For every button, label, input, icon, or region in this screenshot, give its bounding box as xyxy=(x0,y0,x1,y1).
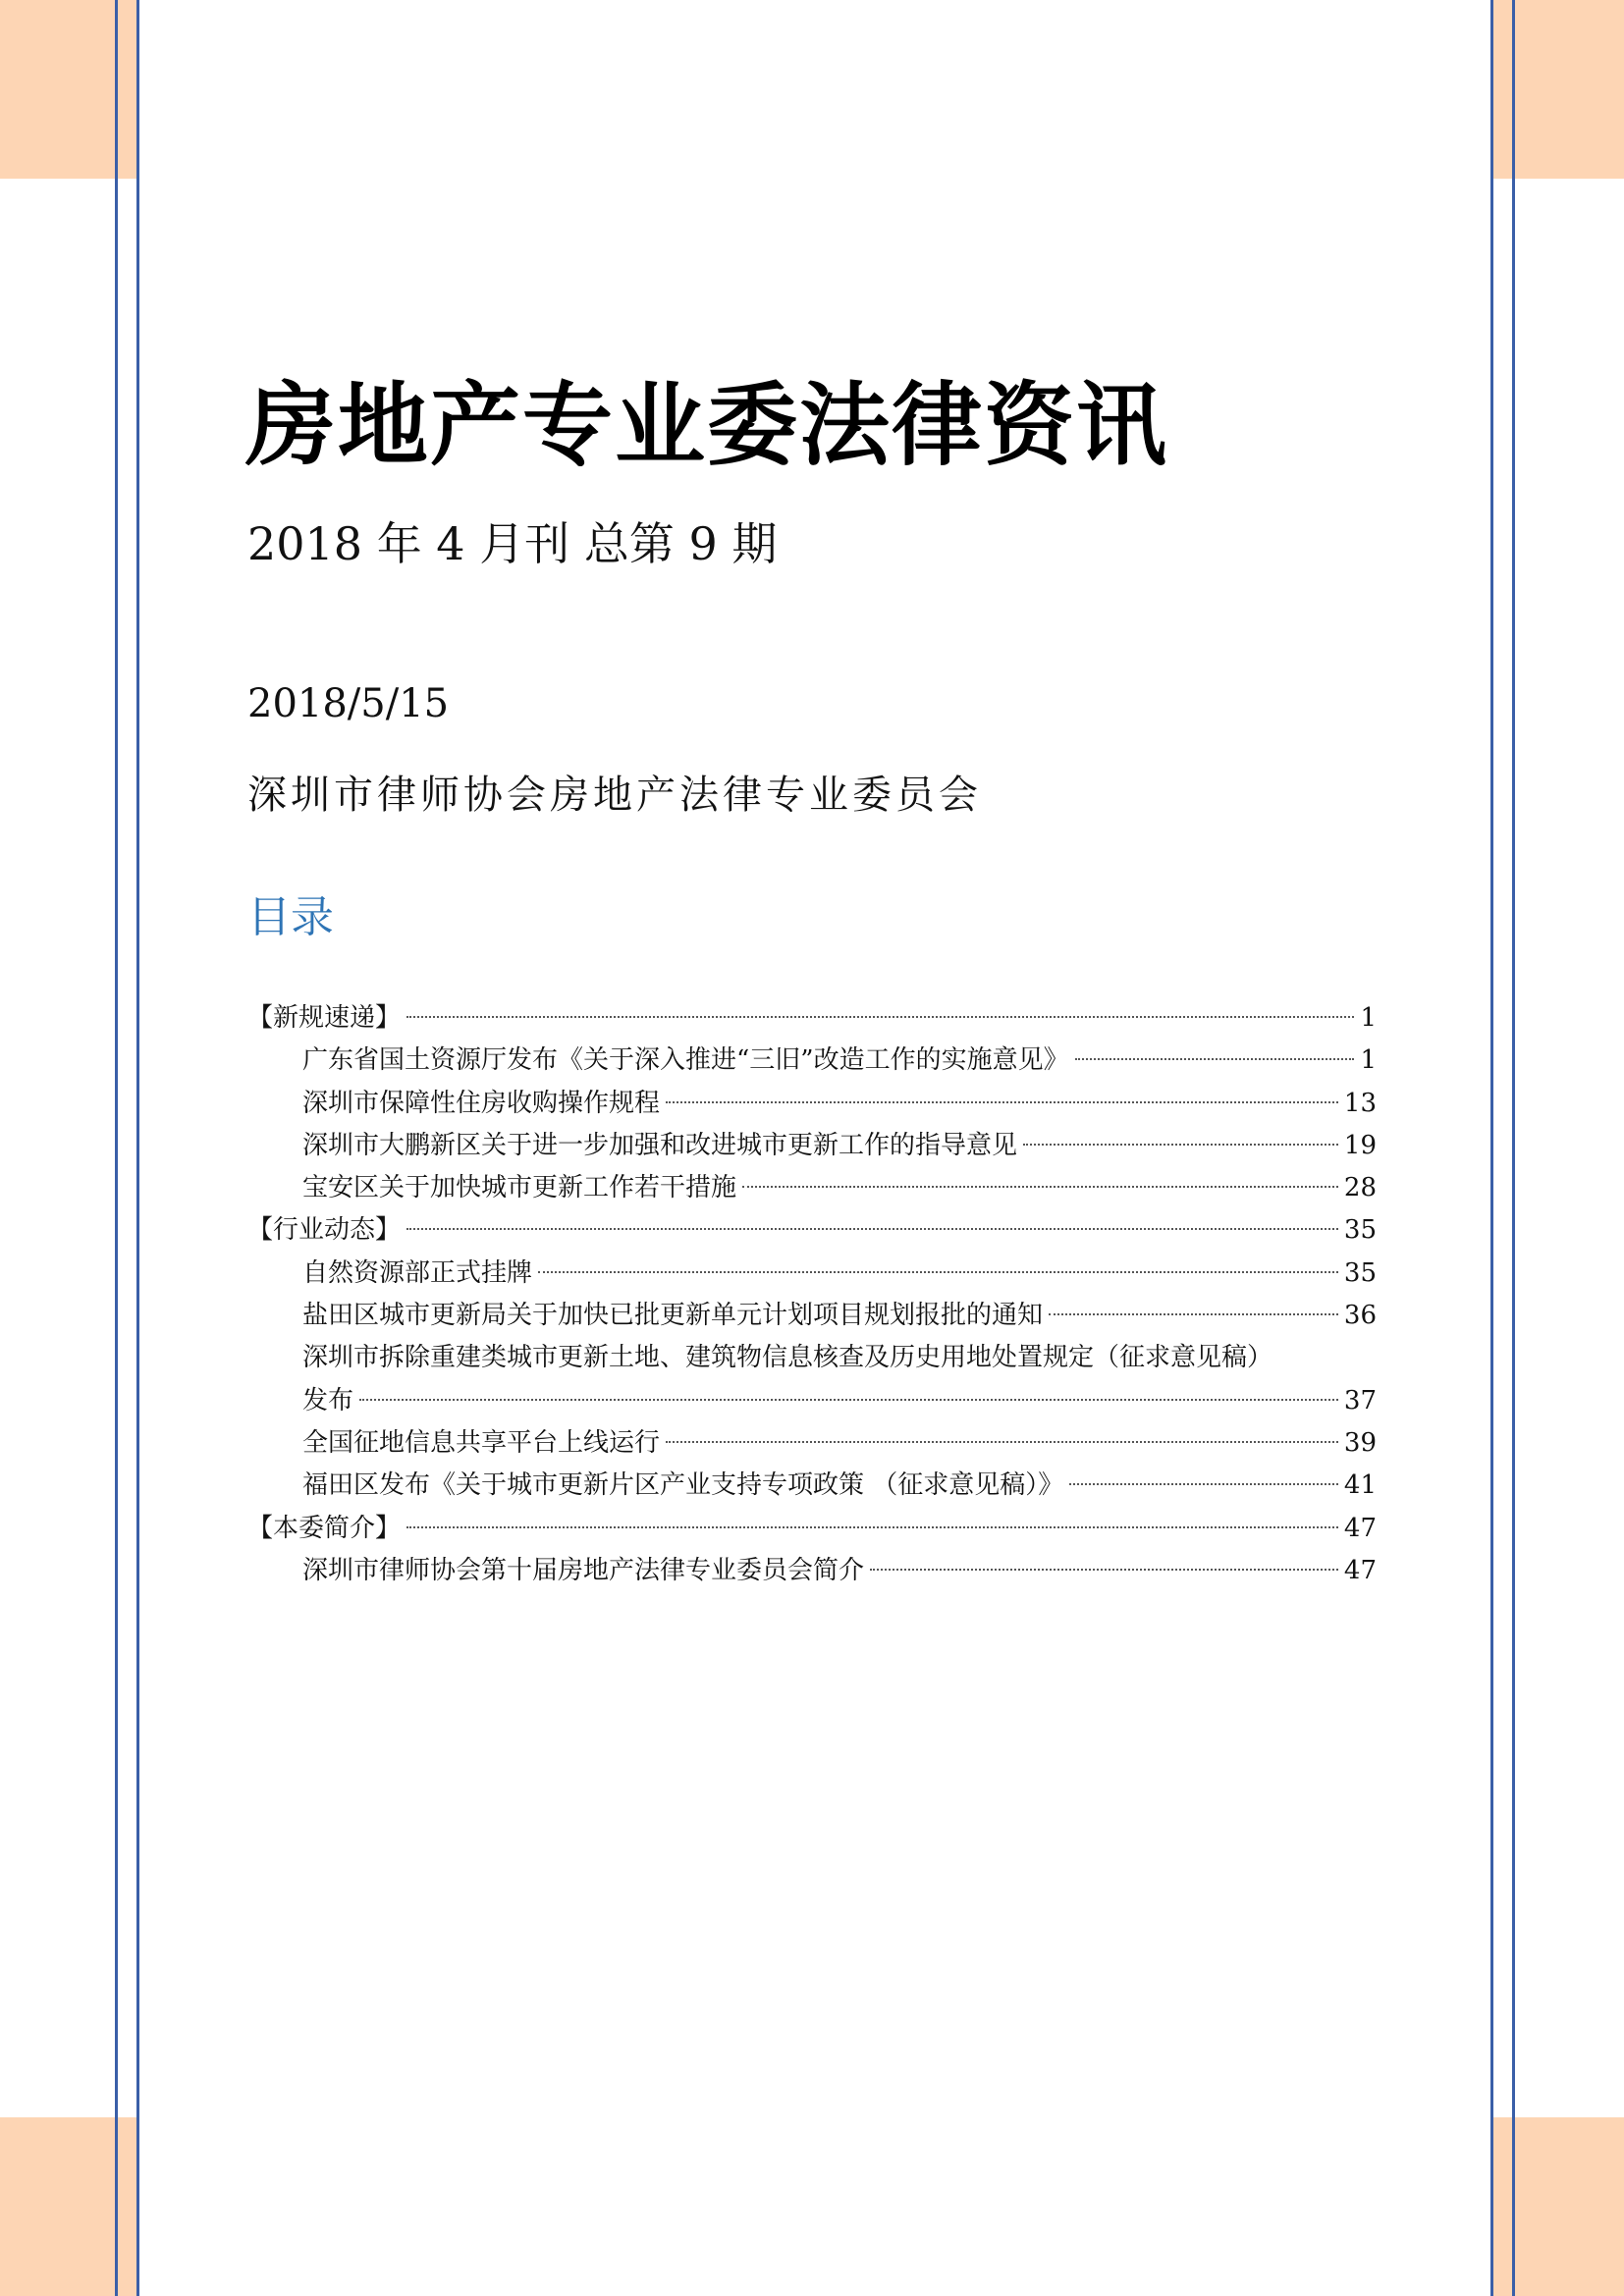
right-inner-rule xyxy=(1490,0,1493,2296)
toc-section[interactable] xyxy=(247,1508,1377,1550)
issue-label: 2018 年 4 月刊 总第 9 期 xyxy=(247,517,778,570)
toc-page-number: 37 xyxy=(1343,1385,1377,1415)
toc-entry-text: 宝安区关于加快城市更新工作若干措施 xyxy=(302,1173,737,1203)
left-inner-rule xyxy=(136,0,139,2296)
toc-page-number: 35 xyxy=(1343,1215,1377,1246)
toc-section-title: 【新规速递】 xyxy=(247,1003,402,1033)
toc-entry[interactable] xyxy=(247,1083,1377,1125)
right-outer-rule xyxy=(1512,0,1515,2296)
toc-leader-dots xyxy=(359,1399,1338,1401)
toc-section[interactable] xyxy=(247,1209,1377,1252)
toc-leader-dots xyxy=(406,1016,1354,1018)
toc-page-number: 35 xyxy=(1343,1257,1377,1288)
toc-page-number: 19 xyxy=(1343,1130,1377,1160)
toc-page-number: 47 xyxy=(1343,1555,1377,1585)
toc-section[interactable] xyxy=(247,997,1377,1040)
toc-leader-dots xyxy=(1049,1313,1338,1315)
toc-leader-dots xyxy=(1075,1058,1355,1060)
left-outer-rule xyxy=(115,0,118,2296)
toc-leader-dots xyxy=(406,1526,1338,1528)
toc-leader-dots xyxy=(666,1101,1338,1103)
toc-entry[interactable] xyxy=(247,1253,1377,1295)
toc-leader-dots xyxy=(538,1271,1338,1273)
toc-entry[interactable] xyxy=(247,1040,1377,1082)
toc-entry-text: 福田区发布《关于城市更新片区产业支持专项政策 （征求意见稿）》 xyxy=(302,1470,1064,1501)
toc-page-number: 1 xyxy=(1360,1003,1377,1033)
toc-page-number: 39 xyxy=(1343,1427,1377,1458)
document-title: 房地产专业委法律资讯 xyxy=(245,373,1169,478)
toc-leader-dots xyxy=(1023,1144,1338,1146)
toc-leader-dots xyxy=(742,1186,1338,1188)
toc-entry-continuation[interactable] xyxy=(247,1380,1377,1422)
toc-entry[interactable] xyxy=(247,1125,1377,1167)
organization-name: 深圳市律师协会房地产法律专业委员会 xyxy=(247,773,982,818)
toc-leader-dots xyxy=(406,1228,1338,1230)
toc-entry-text: 广东省国土资源厅发布《关于深入推进“三旧”改造工作的实施意见》 xyxy=(302,1045,1069,1076)
toc-leader-dots xyxy=(1069,1483,1338,1485)
toc-entry-text: 自然资源部正式挂牌 xyxy=(302,1257,533,1288)
toc-section-title: 【本委简介】 xyxy=(247,1513,402,1543)
toc-page-number: 28 xyxy=(1343,1173,1377,1203)
toc-page-number: 36 xyxy=(1343,1301,1377,1331)
toc-entry[interactable] xyxy=(247,1295,1377,1337)
toc-entry[interactable] xyxy=(247,1550,1377,1592)
table-of-contents xyxy=(247,997,1377,1592)
toc-leader-dots xyxy=(870,1569,1338,1571)
toc-entry[interactable] xyxy=(247,1465,1377,1507)
toc-entry-text: 盐田区城市更新局关于加快已批更新单元计划项目规划报批的通知 xyxy=(302,1301,1044,1331)
toc-entry[interactable] xyxy=(247,1422,1377,1465)
toc-entry-text: 深圳市律师协会第十届房地产法律专业委员会简介 xyxy=(302,1555,865,1585)
toc-page-number: 47 xyxy=(1343,1513,1377,1543)
toc-entry-text: 深圳市拆除重建类城市更新土地、建筑物信息核查及历史用地处置规定（征求意见稿） xyxy=(302,1343,1273,1373)
toc-entry-text: 全国征地信息共享平台上线运行 xyxy=(302,1427,661,1458)
publish-date: 2018/5/15 xyxy=(247,681,450,726)
toc-entry-text: 发布 xyxy=(302,1385,354,1415)
toc-page-number: 13 xyxy=(1343,1088,1377,1118)
toc-entry-text: 深圳市大鹏新区关于进一步加强和改进城市更新工作的指导意见 xyxy=(302,1130,1018,1160)
toc-leader-dots xyxy=(666,1441,1338,1443)
toc-page-number: 41 xyxy=(1343,1470,1377,1501)
toc-section-title: 【行业动态】 xyxy=(247,1215,402,1246)
toc-entry[interactable] xyxy=(247,1167,1377,1209)
toc-page-number: 1 xyxy=(1360,1045,1377,1076)
toc-entry-text: 深圳市保障性住房收购操作规程 xyxy=(302,1088,661,1118)
toc-entry[interactable] xyxy=(247,1337,1377,1379)
toc-heading: 目录 xyxy=(247,892,334,942)
